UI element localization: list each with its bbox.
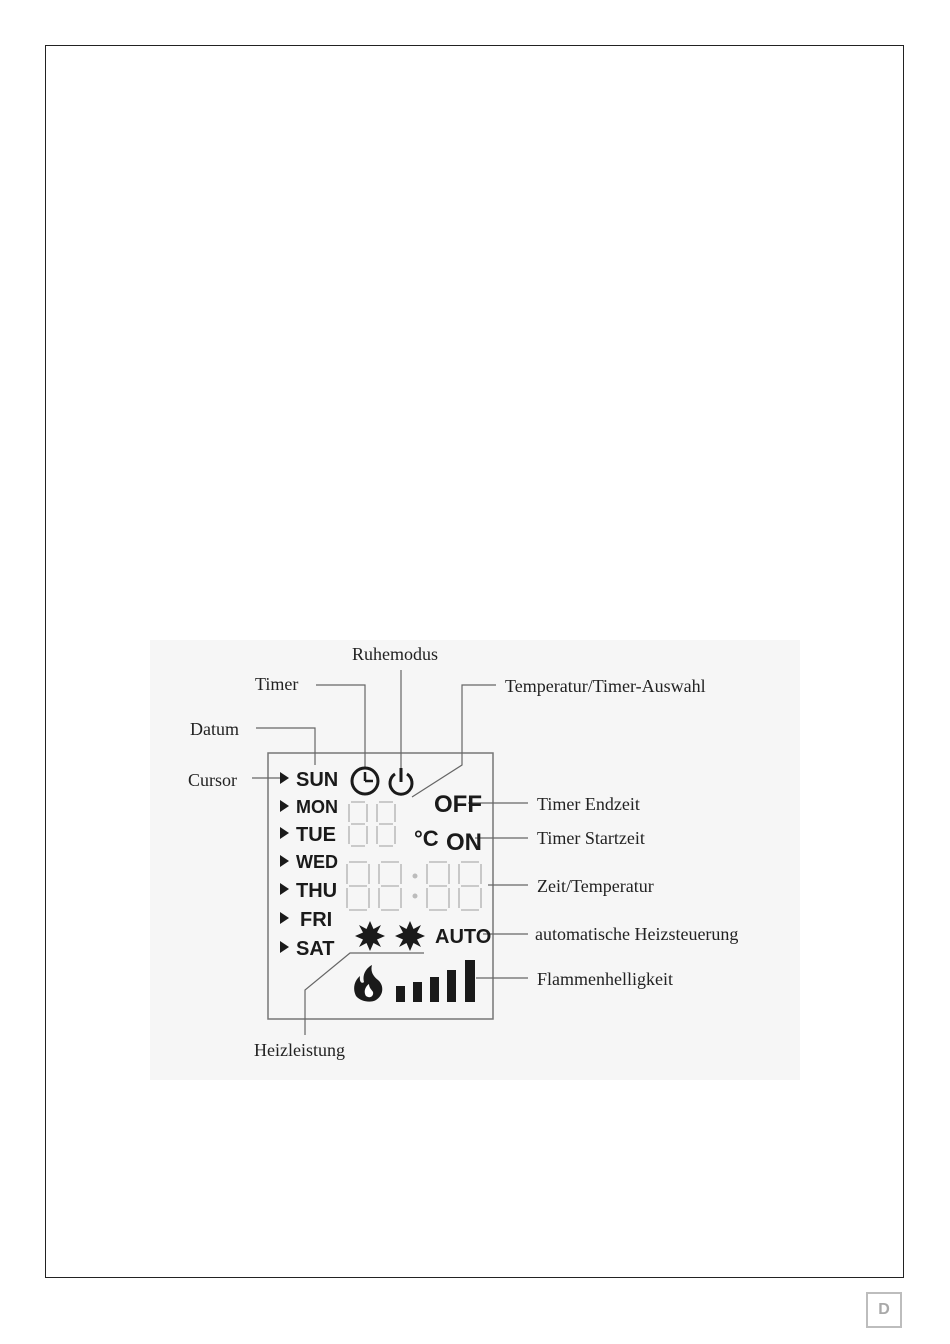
leader-lines (252, 670, 528, 1035)
off-indicator: OFF (434, 791, 482, 818)
day-sat: SAT (296, 938, 335, 960)
label-ruhemodus: Ruhemodus (352, 644, 439, 664)
cursor-arrow-icon (280, 855, 289, 867)
brightness-bar (447, 970, 456, 1002)
brightness-bar (465, 960, 475, 1002)
label-auto-heiz: automatische Heizsteuerung (535, 924, 739, 944)
heat-sun-icon (355, 921, 385, 951)
brightness-bar (430, 977, 439, 1002)
day-cursor-arrows (280, 772, 289, 953)
label-flammenhelligkeit: Flammenhelligkeit (537, 969, 673, 989)
label-heizleistung: Heizleistung (254, 1040, 345, 1060)
cursor-arrow-icon (280, 912, 289, 924)
flame-icon (354, 965, 382, 1002)
small-segment-digits (349, 802, 395, 846)
brightness-bar (396, 986, 405, 1002)
temp-timer-auswahl-leader (412, 685, 496, 797)
large-segment-digits (347, 862, 481, 910)
day-fri: FRI (300, 909, 333, 931)
label-temp-timer-auswahl: Temperatur/Timer-Auswahl (505, 676, 706, 696)
label-timer-startzeit: Timer Startzeit (537, 828, 645, 848)
label-timer: Timer (255, 674, 299, 694)
day-sun: SUN (296, 769, 339, 791)
power-icon (390, 768, 412, 794)
day-tue: TUE (296, 824, 336, 846)
heat-sun-icon (395, 921, 425, 951)
label-datum: Datum (190, 719, 239, 739)
cursor-arrow-icon (280, 772, 289, 784)
timer-clock-icon (352, 768, 378, 794)
label-cursor: Cursor (188, 770, 237, 790)
cursor-arrow-icon (280, 800, 289, 812)
auto-indicator: AUTO (435, 926, 492, 948)
timer-leader (316, 685, 365, 768)
flame-brightness-bars (396, 960, 475, 1002)
datum-leader (256, 728, 315, 765)
on-indicator: ON (446, 829, 482, 856)
day-mon: MON (296, 797, 338, 817)
day-thu: THU (296, 880, 338, 902)
language-badge: D (866, 1292, 902, 1328)
cursor-arrow-icon (280, 941, 289, 953)
label-zeit-temperatur: Zeit/Temperatur (537, 876, 654, 896)
cursor-arrow-icon (280, 883, 289, 895)
celsius-unit: °C (414, 826, 439, 851)
brightness-bar (413, 982, 422, 1002)
day-wed: WED (296, 852, 338, 872)
label-timer-endzeit: Timer Endzeit (537, 794, 640, 814)
cursor-arrow-icon (280, 827, 289, 839)
